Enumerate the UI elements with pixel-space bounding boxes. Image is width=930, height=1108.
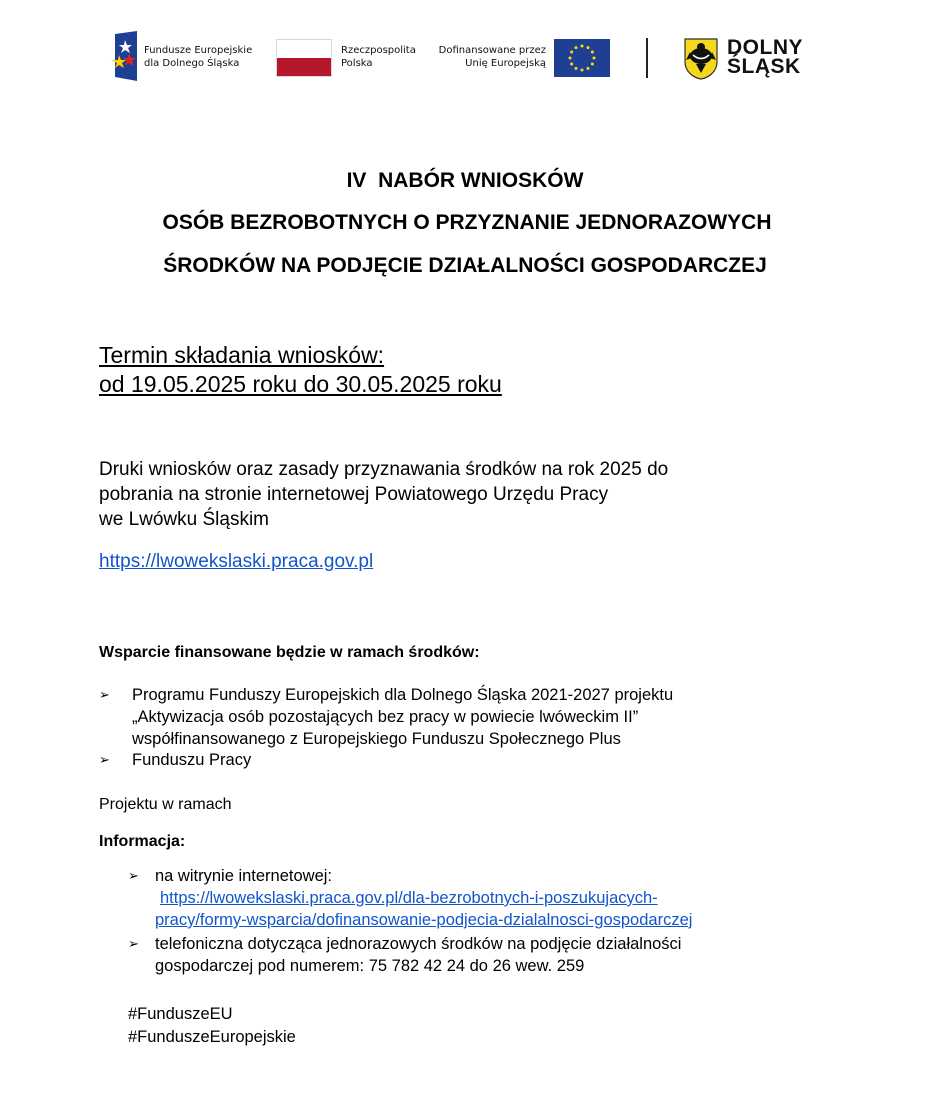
funding-item-1-line-2: „Aktywizacja osób pozostających bez pracy w powiecie lwóweckim II”	[132, 708, 639, 726]
eu-star-icon	[570, 63, 573, 66]
arrow-bullet-icon: ➢	[99, 687, 110, 702]
intro-line-1: Druki wniosków oraz zasady przyznawania środków na rok 2025 do	[99, 459, 669, 480]
eu-line2: Unię Europejską	[465, 58, 546, 69]
poland-line2: Polska	[341, 58, 373, 69]
dolny-slask-line2: ŚLĄSK	[727, 55, 801, 78]
eu-line1: Dofinansowane przez	[438, 45, 546, 56]
funding-item-1-line-3: współfinansowanego z Europejskiego Funduszu Społecznego Plus	[132, 730, 621, 748]
eu-star-icon	[581, 69, 584, 72]
poland-logo-text	[341, 44, 416, 70]
eu-star-icon	[570, 51, 573, 54]
intro-line-2: pobrania na stronie internetowej Powiatowego Urzędu Pracy	[99, 484, 609, 505]
pup-website-link[interactable]: https://lwowekslaski.praca.gov.pl	[99, 551, 374, 572]
support-page-link-line-2[interactable]: pracy/formy-wsparcia/dofinansowanie-podjecia-dzialalnosci-gospodarczej	[155, 911, 693, 929]
project-note: Projektu w ramach	[99, 796, 232, 813]
eu-flag-icon	[554, 39, 610, 77]
phone-line-1: telefoniczna dotycząca jednorazowych środków na podjęcie działalności	[155, 935, 682, 953]
eu-star-icon	[587, 46, 590, 49]
dolny-slask-logo-text	[727, 38, 803, 76]
funds-eu-logo-icon	[111, 31, 137, 81]
funding-heading: Wsparcie finansowane będzie w ramach środków:	[99, 644, 480, 661]
dolny-slask-line1: DOLNY	[727, 36, 803, 59]
logo-divider	[646, 38, 648, 78]
eu-cofinanced-text	[438, 44, 546, 70]
eu-star-icon	[587, 67, 590, 70]
funds-eu-line2: dla Dolnego Śląska	[144, 58, 240, 69]
eu-star-icon	[575, 46, 578, 49]
phone-line-2: gospodarczej pod numerem: 75 782 42 24 do 26 wew. 259	[155, 957, 585, 975]
eu-star-icon	[575, 67, 578, 70]
deadline-range: od 19.05.2025 roku do 30.05.2025 roku	[99, 371, 502, 397]
funds-eu-line1: Fundusze Europejskie	[144, 45, 253, 56]
arrow-bullet-icon: ➢	[128, 868, 139, 883]
arrow-bullet-icon: ➢	[99, 752, 110, 767]
support-page-link-line-1[interactable]: https://lwowekslaski.praca.gov.pl/dla-bezrobotnych-i-poszukujacych-	[160, 889, 658, 907]
deadline-label: Termin składania wniosków:	[99, 342, 385, 368]
title-line-1: IV NABÓR WNIOSKÓW	[346, 169, 584, 192]
hashtag: #FunduszeEuropejskie	[128, 1028, 296, 1046]
eu-star-icon	[591, 63, 594, 66]
title-line-3: ŚRODKÓW NA PODJĘCIE DZIAŁALNOŚCI GOSPODARCZEJ	[163, 254, 767, 277]
title-line-2: OSÓB BEZROBOTNYCH O PRZYZNANIE JEDNORAZOWYCH	[162, 211, 772, 234]
information-heading: Informacja:	[99, 833, 186, 850]
eu-star-icon	[569, 57, 572, 60]
dolny-slask-crest-icon	[684, 38, 718, 80]
eu-star-icon	[591, 51, 594, 54]
funds-eu-logo-text	[144, 44, 252, 70]
eu-star-icon	[581, 45, 584, 48]
hashtag: #FunduszeEU	[128, 1005, 233, 1023]
poland-line1: Rzeczpospolita	[341, 45, 416, 56]
funding-item-2-line-1: Funduszu Pracy	[132, 751, 252, 769]
intro-paragraph	[99, 457, 799, 532]
intro-line-3: we Lwówku Śląskim	[99, 509, 269, 530]
arrow-bullet-icon: ➢	[128, 936, 139, 951]
eu-star-icon	[593, 57, 596, 60]
website-label: na witrynie internetowej:	[155, 867, 333, 885]
funding-item-1-line-1: Programu Funduszy Europejskich dla Dolnego Śląska 2021-2027 projektu	[132, 686, 674, 704]
poland-flag-icon	[276, 39, 332, 77]
